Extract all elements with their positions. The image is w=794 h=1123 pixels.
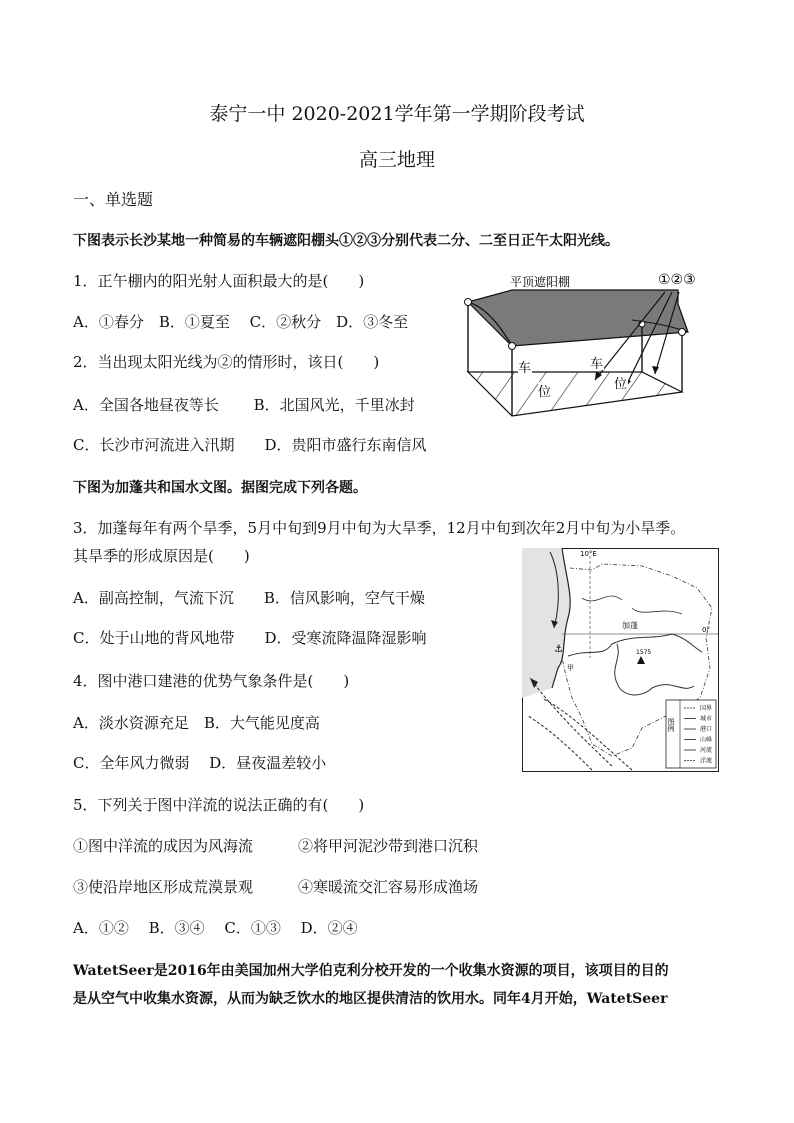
legend-item: 港口 bbox=[700, 726, 713, 733]
q3-stem-line2: 其旱季的形成原因是( ) bbox=[73, 547, 250, 565]
q2-stem: 2．当出现太阳光线为②的情形时，该日( ) bbox=[73, 353, 380, 371]
legend-item: 山峰 bbox=[700, 736, 713, 744]
ray-numbers: ①②③ bbox=[658, 272, 696, 288]
car-label-1: 车 bbox=[518, 361, 532, 376]
sunshade-figure bbox=[460, 268, 700, 418]
peak-elevation: 1575 bbox=[636, 649, 652, 656]
q1-options: A．①春分 B．①夏至 C．②秋分 D．③冬至 bbox=[73, 313, 409, 331]
q5-stem: 5．下列关于图中洋流的说法正确的有( ) bbox=[73, 796, 365, 814]
q5-statements-34: ③使沿岸地区形成荒漠景观 ④寒暖流交汇容易形成渔场 bbox=[73, 878, 479, 896]
meridian-label: 10°E bbox=[580, 550, 597, 558]
river-name-label: 甲 bbox=[567, 664, 574, 672]
q5-statements-12: ①图中洋流的成因为风海流 ②将甲河泥沙带到港口沉积 bbox=[73, 837, 479, 855]
q3-option-ab: A．副高控制，气流下沉 B．信风影响，空气干燥 bbox=[73, 589, 425, 607]
parking-ground bbox=[468, 372, 682, 416]
car-label-2: 车 bbox=[590, 357, 604, 372]
group3-intro-line1: WatetSeer是2016年由美国加州大学伯克利分校开发的一个收集水资源的项目，该项目的目的 bbox=[73, 963, 669, 979]
legend-item: 国界 bbox=[700, 705, 713, 712]
page-title: 泰宁一中 2020-2021学年第一学期阶段考试 bbox=[209, 103, 585, 125]
page-subtitle: 高三地理 bbox=[358, 149, 435, 171]
q1-stem: 1．正午棚内的阳光射人面积最大的是( ) bbox=[73, 272, 365, 290]
legend-item: 河流 bbox=[700, 747, 713, 754]
q5-options: A．①② B．③④ C．①③ D．②④ bbox=[73, 919, 358, 937]
port-icon: ⚓ bbox=[554, 644, 563, 655]
q2-option-ab: A．全国各地昼夜等长 B．北国风光，千里冰封 bbox=[73, 396, 415, 414]
legend-title: 图例 bbox=[667, 718, 675, 732]
country-label: 加蓬 bbox=[622, 621, 638, 630]
q3-option-cd: C．处于山地的背风地带 D．受寒流降温降湿影响 bbox=[73, 629, 427, 647]
equator-label: 0° bbox=[702, 626, 710, 634]
q4-option-ab: A．淡水资源充足 B．大气能见度高 bbox=[73, 714, 320, 732]
space-label-1: 位 bbox=[538, 385, 552, 400]
roof-panel bbox=[468, 290, 688, 346]
legend-item: 洋流 bbox=[700, 757, 713, 765]
q4-stem: 4．图中港口建港的优势气象条件是( ) bbox=[73, 672, 350, 690]
space-label-2: 位 bbox=[614, 377, 628, 392]
gabon-map bbox=[522, 548, 719, 772]
q4-option-cd: C．全年风力微弱 D．昼夜温差较小 bbox=[73, 754, 327, 772]
group1-intro: 下图表示长沙某地一种简易的车辆遮阳棚头①②③分别代表二分、二至日正午太阳光线。 bbox=[73, 233, 619, 249]
group3-intro-line2: 是从空气中收集水资源，从而为缺乏饮水的地区提供清洁的饮用水。同年4月开始，WatetSeer bbox=[73, 991, 668, 1007]
legend-item: 城市 bbox=[700, 715, 713, 723]
group2-intro: 下图为加蓬共和国水文图。据图完成下列各题。 bbox=[73, 480, 367, 496]
sunshade-label: 平顶遮阳棚 bbox=[510, 275, 571, 289]
section-heading: 一、单选题 bbox=[73, 190, 154, 209]
q3-stem-line1: 3．加蓬每年有两个旱季，5月中旬到9月中旬为大旱季，12月中旬到次年2月中旬为小旱季。 bbox=[73, 519, 686, 537]
q2-option-cd: C．长沙市河流进入汛期 D．贵阳市盛行东南信风 bbox=[73, 436, 427, 454]
